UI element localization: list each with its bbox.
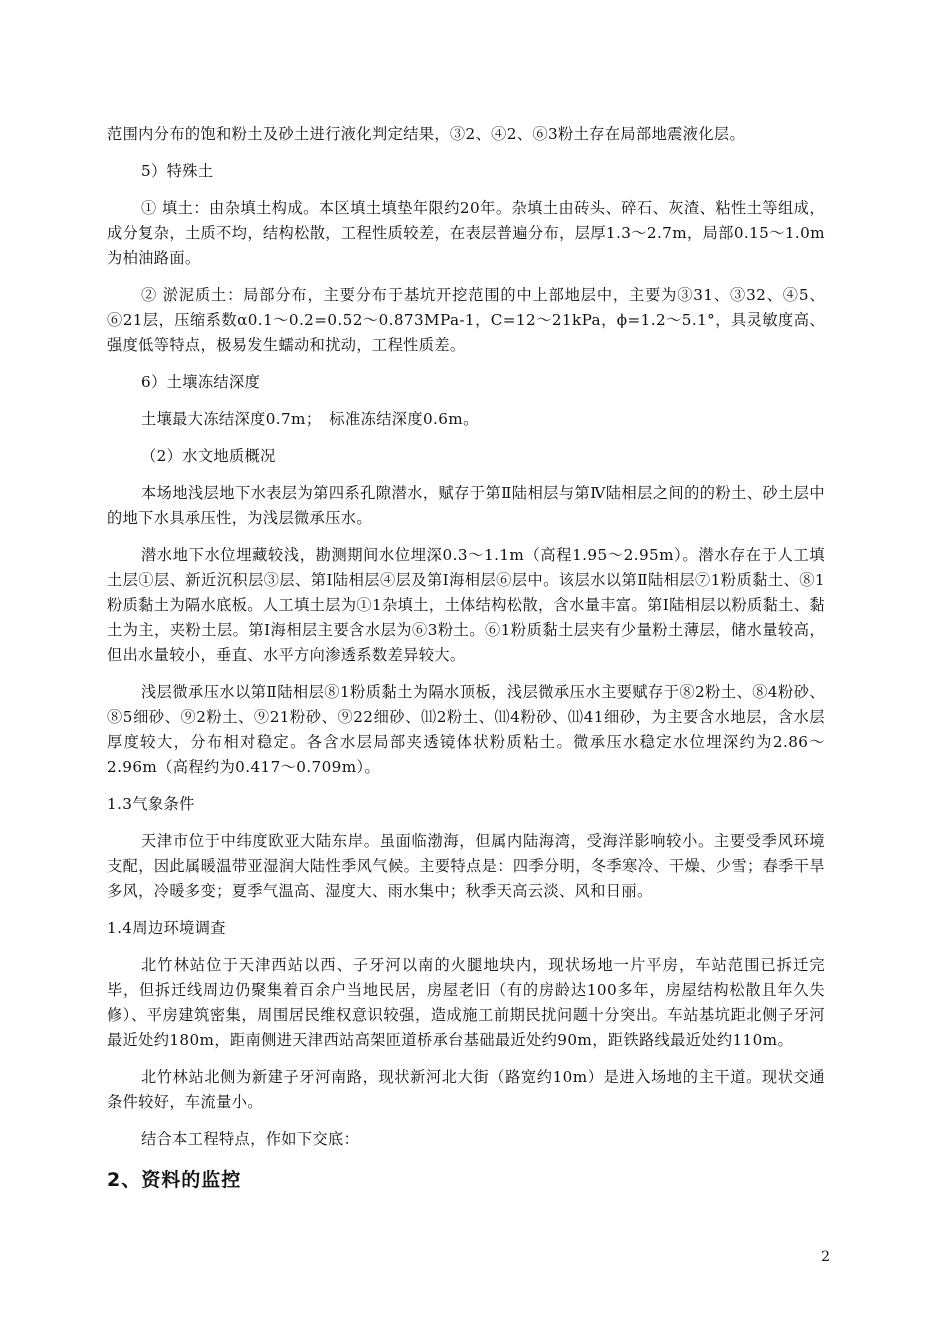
page-body [107,121,825,1196]
paragraph-liquefaction-result: 范围内分布的饱和粉土及砂土进行液化判定结果，③2、④2、⑥3粉土存在局部地震液化层。 [107,125,746,143]
paragraph-fill-soil: ① 填土：由杂填土构成。本区填土填垫年限约20年。杂填土由砖头、碎石、灰渣、粘性土等组成，成分复杂，土质不均，结构松散，工程性质较差，在表层普遍分布，层厚1.3～2.7m，局部0.15～1.0m为柏油路面。 [107,199,825,267]
subheading-frost-depth: 6）土壤冻结深度 [141,373,261,391]
paragraph-traffic: 北竹林站北侧为新建子牙河南路，现状新河北大街（路宽约10m）是进入场地的主干道。现状交通条件较好，车流量小。 [107,1068,825,1111]
paragraph-confined-water: 浅层微承压水以第Ⅱ陆相层⑧1粉质黏土为隔水顶板，浅层微承压水主要赋存于⑧2粉土、⑧4粉砂、⑧5细砂、⑨2粉土、⑨21粉砂、⑨22细砂、⑾2粉土、⑾4粉砂、⑾41细砂，为主要含水地层，含水层厚度较大，分布相对稳定。各含水层局部夹透镜体状粉质粘土。微承压水稳定水位埋深约为2.86～2.96m（高程约为0.417～0.709m）。 [107,683,825,776]
section-heading-climate: 1.3气象条件 [107,795,195,813]
paragraph-climate: 天津市位于中纬度欧亚大陆东岸。虽面临渤海，但属内陆海湾，受海洋影响较小。主要受季风环境支配，因此属暖温带亚湿润大陆性季风气候。主要特点是：四季分明，冬季寒冷、干燥、少雪；春季干旱多风，冷暖多变；夏季气温高、湿度大、雨水集中；秋季天高云淡、风和日丽。 [107,832,825,900]
paragraph-frost-depth: 土壤最大冻结深度0.7m； 标准冻结深度0.6m。 [141,410,479,428]
page-number: 2 [821,1249,830,1265]
section-heading-surroundings: 1.4周边环境调查 [107,919,226,937]
paragraph-groundwater-overview: 本场地浅层地下水表层为第四系孔隙潜水，赋存于第Ⅱ陆相层与第Ⅳ陆相层之间的的粉土、砂土层中的地下水具承压性，为浅层微承压水。 [107,484,825,527]
chapter-heading-data-monitoring: 2、资料的监控 [107,1169,242,1191]
subheading-special-soil: 5）特殊土 [141,162,214,180]
paragraph-station-location: 北竹林站位于天津西站以西、子牙河以南的火腿地块内，现状场地一片平房，车站范围已拆迁完毕，但拆迁线周边仍聚集着百余户当地民居，房屋老旧（有的房龄达100多年，房屋结构松散且年久失修）、平房建筑密集，周围居民维权意识较强，造成施工前期民扰问题十分突出。车站基坑距北侧子牙河最近处约180m，距南侧进天津西站高架匝道桥承台基础最近处约90m，距铁路线最近处约110m。 [107,956,825,1049]
paragraph-briefing-intro: 结合本工程特点，作如下交底： [141,1130,360,1148]
subheading-hydrogeology: （2）水文地质概况 [141,447,276,465]
paragraph-phreatic-water: 潜水地下水位埋藏较浅，勘测期间水位埋深0.3～1.1m（高程1.95～2.95m）。潜水存在于人工填土层①层、新近沉积层③层、第Ⅰ陆相层④层及第Ⅰ海相层⑥层中。该层水以第Ⅱ陆相层⑦1粉质黏土、⑧1粉质黏土为隔水底板。人工填土层为①1杂填土，土体结构松散，含水量丰富。第Ⅰ陆相层以粉质黏土、黏土为主，夹粉土层。第Ⅰ海相层主要含水层为⑥3粉土。⑥1粉质黏土层夹有少量粉土薄层，储水量较高，但出水量较小，垂直、水平方向渗透系数差异较大。 [107,546,825,664]
paragraph-muddy-soil: ② 淤泥质土：局部分布，主要分布于基坑开挖范围的中上部地层中，主要为③31、③32、④5、⑥21层，压缩系数α0.1～0.2=0.52～0.873MPa-1，C=12～21kPa，ϕ=1.2～5.1°，具灵敏度高、强度低等特点，极易发生蠕动和扰动，工程性质差。 [107,286,825,354]
